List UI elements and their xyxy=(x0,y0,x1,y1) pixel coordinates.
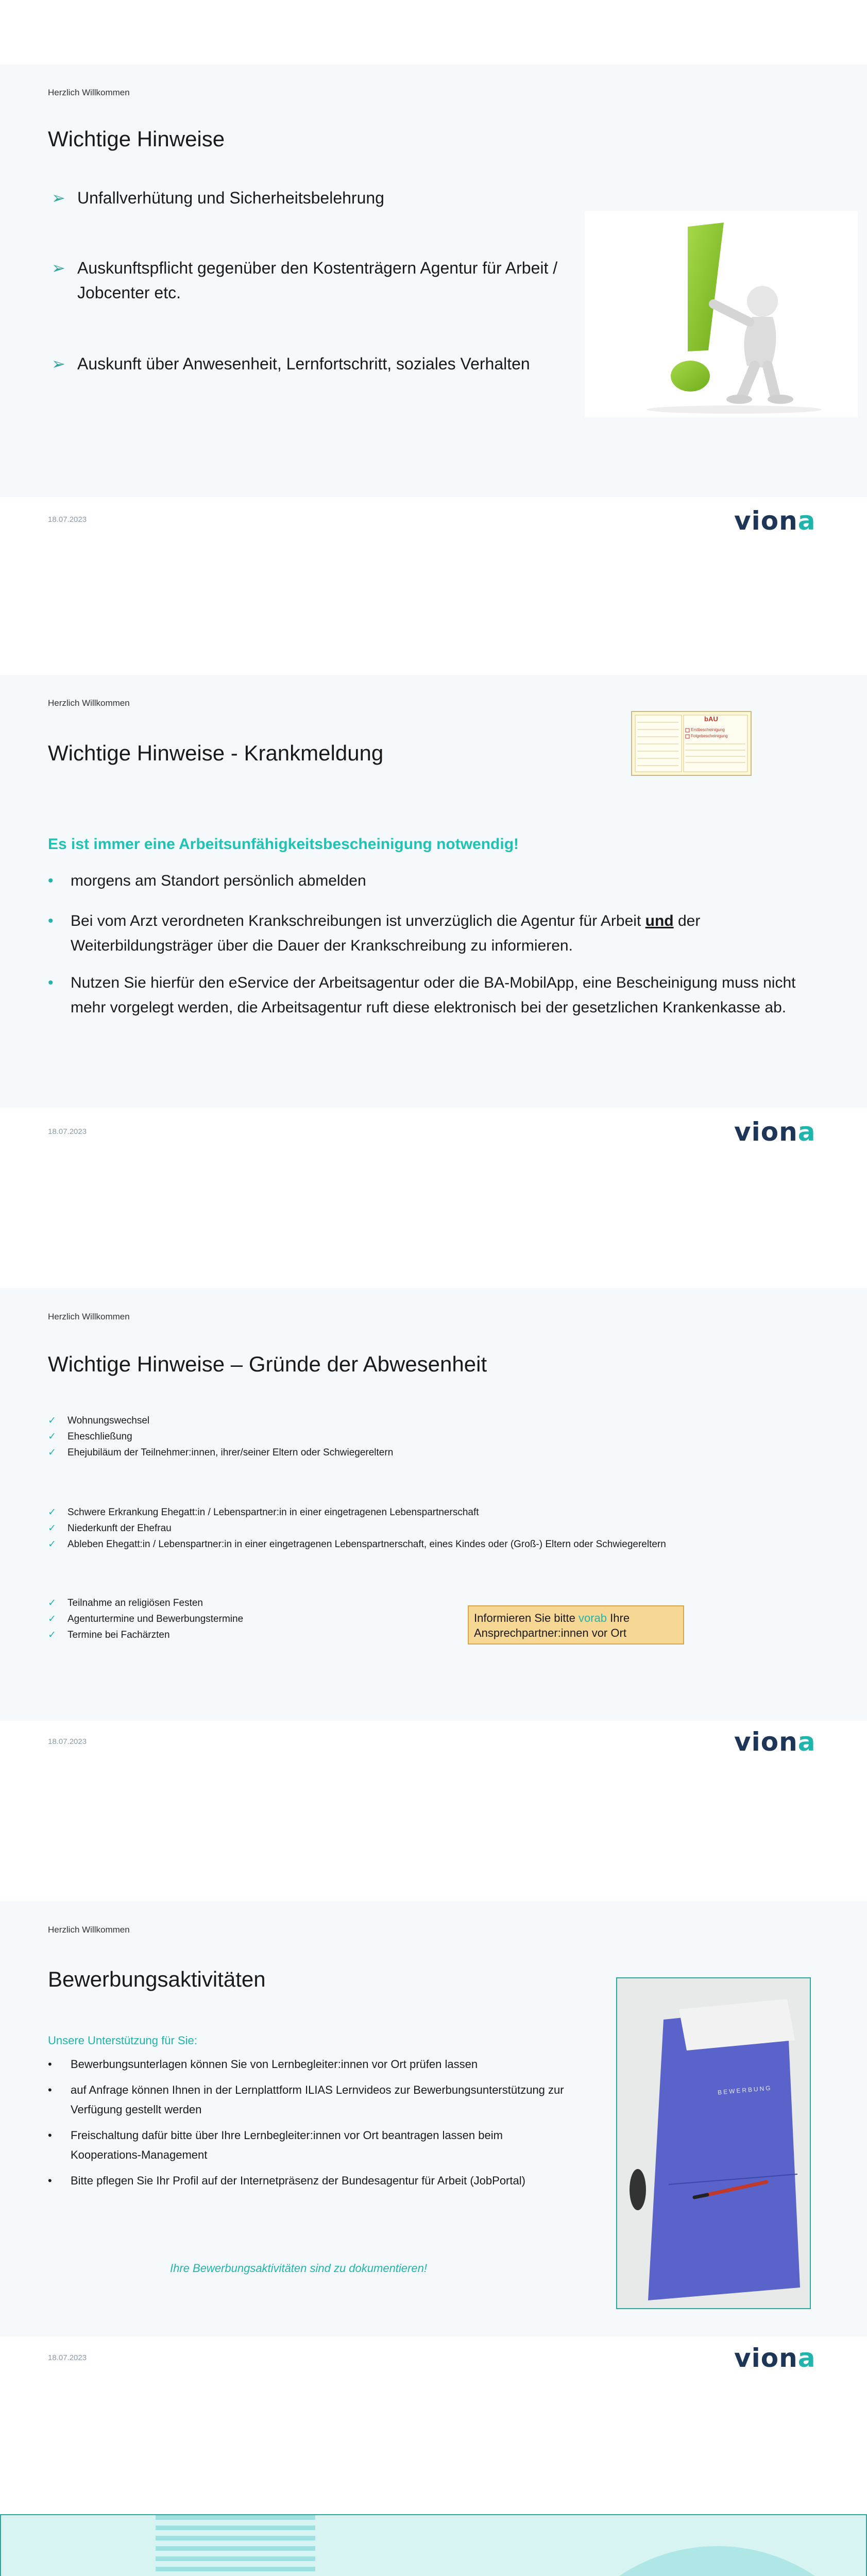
bullet-icon: • xyxy=(48,2058,52,2071)
reasons-group-2 xyxy=(48,1504,666,1552)
reasons-group-1 xyxy=(48,1413,393,1461)
slide-bewerbung xyxy=(0,1839,867,2452)
blue-folder-icon xyxy=(617,1978,810,2308)
welcome-label: Herzlich Willkommen xyxy=(48,1925,130,1935)
bullet-icon: • xyxy=(48,2174,52,2187)
check-icon: ✓ xyxy=(48,1598,56,1608)
welcome-label: Herzlich Willkommen xyxy=(48,88,130,97)
slide-title: Wichtige Hinweise - Krankmeldung xyxy=(48,741,384,765)
folder-label: BEWERBUNG xyxy=(717,2084,773,2096)
check-icon: ✓ xyxy=(48,1614,56,1624)
slide-wichtige-hinweise xyxy=(0,0,867,613)
hint-list xyxy=(52,185,567,376)
welcome-label: Herzlich Willkommen xyxy=(48,1312,130,1321)
form-heading: bAU xyxy=(704,715,718,723)
highlight-text: Es ist immer eine Arbeitsunfähigkeitsbescheinigung notwendig! xyxy=(48,836,519,853)
check-icon: ✓ xyxy=(48,1523,56,1534)
viona-logo: viona xyxy=(734,1727,816,1757)
viona-logo: viona xyxy=(734,506,816,536)
list-item: • Freischaltung dafür bitte über Ihre Lernbegleiter:innen vor Ort beantragen lassen beim Kooperations-Management xyxy=(48,2126,568,2165)
bullet-icon: • xyxy=(48,2129,52,2142)
list-item: ✓ Teilnahme an religiösen Festen xyxy=(48,1595,243,1611)
list-item: ✓ Schwere Erkrankung Ehegatt:in / Lebenspartner:in in einer eingetragenen Lebenspartnerschaft xyxy=(48,1504,666,1520)
list-item: • Nutzen Sie hierfür den eService der Arbeitsagentur oder die BA-MobilApp, eine Bescheinigung muss nicht mehr vorgelegt werden, die Arbeitsagentur ruft diese elektronisch bei der gesetzlichen Krankenkasse ab. xyxy=(48,971,800,1020)
reasons-group-3 xyxy=(48,1595,243,1643)
slide-content-area xyxy=(0,2514,867,2576)
slide-date: 18.07.2023 xyxy=(48,1737,87,1746)
notice-accent: vorab xyxy=(578,1612,607,1624)
list-item: ➢ Auskunft über Anwesenheit, Lernfortschritt, soziales Verhalten xyxy=(52,351,567,376)
bullet-icon: • xyxy=(48,974,54,991)
slide-date: 18.07.2023 xyxy=(48,515,87,524)
list-item: ✓ Wohnungswechsel xyxy=(48,1413,393,1429)
check-icon: ✓ xyxy=(48,1507,56,1518)
decor-stripes-top xyxy=(156,2515,315,2576)
list-item: ✓ Termine bei Fachärzten xyxy=(48,1627,243,1643)
notice-box: Informieren Sie bitte vorab Ihre Ansprechpartner:innen vor Ort xyxy=(468,1605,684,1645)
bullet-icon: • xyxy=(48,872,54,889)
viona-logo: viona xyxy=(734,2343,816,2373)
slide-ihre-fragen xyxy=(0,2452,867,2576)
slide-title: Wichtige Hinweise – Gründe der Abwesenheit xyxy=(48,1352,487,1376)
form-check-2: Folgebescheinigung xyxy=(691,734,728,738)
slide-abwesenheit xyxy=(0,1226,867,1839)
arrow-bullet-icon: ➢ xyxy=(52,189,65,207)
slide-date: 18.07.2023 xyxy=(48,1127,87,1136)
list-item: • auf Anfrage können Ihnen in der Lernplattform ILIAS Lernvideos zur Bewerbungsunterstützung zur Verfügung gestellt werden xyxy=(48,2080,568,2120)
bullet-icon: • xyxy=(48,2083,52,2096)
list-item: ✓ Eheschließung xyxy=(48,1429,393,1445)
list-item: ✓ Agenturtermine und Bewerbungstermine xyxy=(48,1611,243,1627)
form-check-1: Erstbescheinigung xyxy=(691,727,725,732)
list-item: • Bei vom Arzt verordneten Krankschreibungen ist unverzüglich die Agentur für Arbeit und der Weiterbildungsträger über die Dauer der Krankschreibung zu informieren. xyxy=(48,909,800,958)
check-icon: ✓ xyxy=(48,1630,56,1640)
check-icon: ✓ xyxy=(48,1447,56,1458)
slide-date: 18.07.2023 xyxy=(48,2353,87,2362)
check-icon: ✓ xyxy=(48,1415,56,1426)
krankmeldung-list xyxy=(48,869,800,1020)
slide-title: Bewerbungsaktivitäten xyxy=(48,1967,266,1991)
list-item: ➢ Unfallverhütung und Sicherheitsbelehrung xyxy=(52,185,567,210)
list-item: ✓ Niederkunft der Ehefrau xyxy=(48,1520,666,1536)
decor-circle xyxy=(542,2546,867,2576)
slide-title: Wichtige Hinweise xyxy=(48,127,225,151)
exclamation-figure-image xyxy=(585,211,858,417)
list-item: • Bewerbungsunterlagen können Sie von Lernbegleiter:innen vor Ort prüfen lassen xyxy=(48,2055,568,2074)
list-item: ✓ Ehejubiläum der Teilnehmer:innen, ihrer/seiner Eltern oder Schwiegereltern xyxy=(48,1445,393,1461)
documentation-note: Ihre Bewerbungsaktivitäten sind zu dokumentieren! xyxy=(170,2262,427,2275)
viona-logo: viona xyxy=(734,1117,816,1147)
list-item: ➢ Auskunftspflicht gegenüber den Kostenträgern Agentur für Arbeit / Jobcenter etc. xyxy=(52,256,567,305)
bullet-icon: • xyxy=(48,912,54,929)
list-item: • Bitte pflegen Sie Ihr Profil auf der Internetpräsenz der Bundesagentur für Arbeit (JobPortal) xyxy=(48,2171,568,2191)
sick-note-form-icon xyxy=(632,712,751,775)
check-icon: ✓ xyxy=(48,1539,56,1550)
arrow-bullet-icon: ➢ xyxy=(52,354,65,373)
support-subtitle: Unsere Unterstützung für Sie: xyxy=(48,2034,197,2047)
emphasis-und: und xyxy=(645,912,674,929)
exclamation-figure-icon xyxy=(585,211,858,417)
arrow-bullet-icon: ➢ xyxy=(52,259,65,277)
support-list xyxy=(48,2055,568,2191)
slide-krankmeldung xyxy=(0,613,867,1226)
welcome-label: Herzlich Willkommen xyxy=(48,698,130,708)
list-item: • morgens am Standort persönlich abmelden xyxy=(48,869,800,893)
sick-note-form-image xyxy=(631,711,752,776)
check-icon: ✓ xyxy=(48,1431,56,1442)
application-folder-image xyxy=(616,1977,811,2309)
list-item: ✓ Ableben Ehegatt:in / Lebenspartner:in in einer eingetragenen Lebenspartnerschaft, eines Kindes oder (Groß-) Eltern oder Schwiegereltern xyxy=(48,1536,666,1552)
